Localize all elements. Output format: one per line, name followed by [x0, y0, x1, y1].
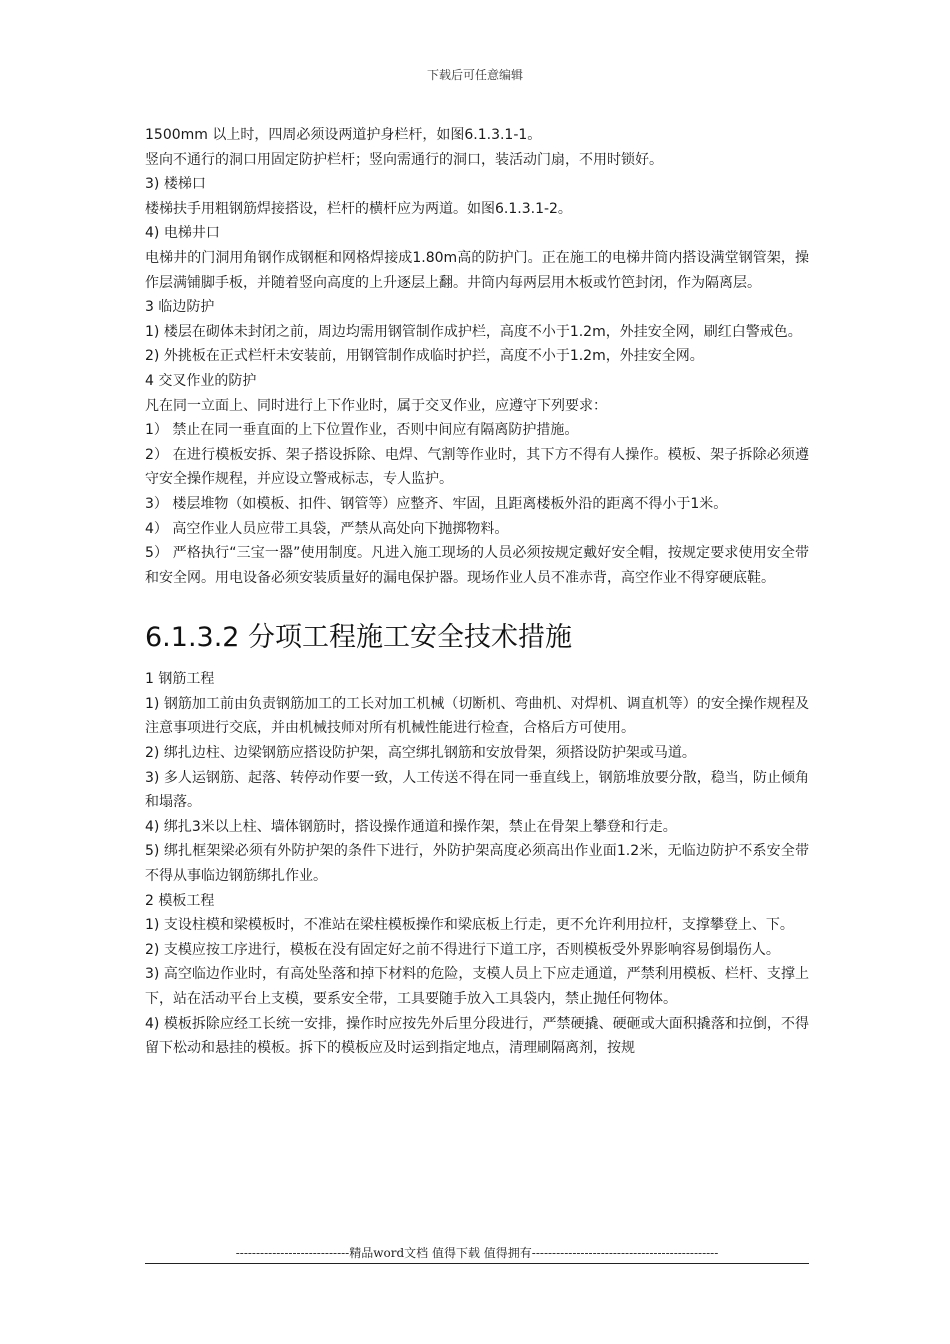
paragraph: 3) 多人运钢筋、起落、转停动作要一致，人工传送不得在同一垂直线上，钢筋堆放要分散，稳当，防止倾角和塌落。	[145, 769, 809, 811]
footer-rule	[145, 1263, 809, 1264]
list-item: 4） 高空作业人员应带工具袋，严禁从高处向下抛掷物料。	[145, 520, 509, 537]
subheading-rebar: 1 钢筋工程	[145, 671, 215, 688]
subheading-edge-protection: 3 临边防护	[145, 299, 215, 316]
paragraph: 1) 支设柱模和梁模板时，不准站在梁柱模板操作和梁底板上行走，更不允许利用拉杆，支撑攀登上、下。	[145, 917, 794, 934]
top-section	[145, 123, 809, 590]
subheading-elevator-shaft: 4) 电梯井口	[145, 225, 220, 242]
footer-text: ----------------------------精品word文档 值得下载 值得拥有----------------------------------------------	[235, 1246, 719, 1260]
subheading-stairwell: 3) 楼梯口	[145, 176, 206, 193]
page-header: 下载后可任意编辑	[426, 68, 523, 82]
paragraph: 竖向不通行的洞口用固定防护栏杆；竖向需通行的洞口，装活动门扇，不用时锁好。	[145, 151, 663, 168]
paragraph: 3) 高空临边作业时，有高处坠落和掉下材料的危险，支模人员上下应走通道，严禁利用模板、栏杆、支撑上下，站在活动平台上支模，要系安全带，工具要随手放入工具袋内，禁止抛任何物体。	[145, 966, 809, 1007]
section-heading: 6.1.3.2 分项工程施工安全技术措施	[145, 622, 573, 654]
paragraph: 凡在同一立面上、同时进行上下作业时，属于交叉作业，应遵守下列要求：	[145, 397, 607, 414]
subheading-formwork: 2 模板工程	[145, 892, 215, 909]
page-footer	[145, 1245, 809, 1264]
paragraph: 楼梯扶手用粗钢筋焊接搭设，栏杆的横杆应为两道。如图6.1.3.1-2。	[145, 200, 572, 217]
paragraph: 5) 绑扎框架梁必须有外防护架的条件下进行，外防护架高度必须高出作业面1.2米，无临边防护不系安全带不得从事临边钢筋绑扎作业。	[145, 843, 809, 885]
list-item: 1） 禁止在同一垂直面的上下位置作业，否则中间应有隔离防护措施。	[145, 422, 579, 439]
paragraph: 2) 绑扎边柱、边梁钢筋应搭设防护架，高空绑扎钢筋和安放骨架，须搭设防护架或马道。	[145, 745, 696, 762]
list-item: 5） 严格执行“三宝一器”使用制度。凡进入施工现场的人员必须按规定戴好安全帽，按规定要求使用安全带和安全网。用电设备必须安装质量好的漏电保护器。现场作业人员不准赤背，高空作业不得穿硬底鞋。	[145, 545, 809, 586]
document-body	[145, 123, 809, 1061]
paragraph: 2) 支模应按工序进行，模板在没有固定好之前不得进行下道工序，否则模板受外界影响容易倒塌伤人。	[145, 941, 780, 958]
paragraph: 2) 外挑板在正式栏杆未安装前，用钢管制作成临时护拦，高度不小于1.2m，外挂安全网。	[145, 348, 704, 365]
paragraph: 4) 模板拆除应经工长统一安排，操作时应按先外后里分段进行，严禁硬撬、硬砸或大面积撬落和拉倒，不得留下松动和悬挂的模板。拆下的模板应及时运到指定地点，清理刷隔离剂，按规	[145, 1015, 809, 1057]
paragraph: 4) 绑扎3米以上柱、墙体钢筋时，搭设操作通道和操作架，禁止在骨架上攀登和行走。	[145, 818, 677, 835]
paragraph: 电梯井的门洞用角钢作成钢框和网格焊接成1.80m高的防护门。正在施工的电梯井筒内搭设满堂钢管架，操作层满铺脚手板，并随着竖向高度的上升逐层上翻。井筒内每两层用木板或竹笆封闭，作为隔离层。	[145, 249, 809, 291]
list-item: 3） 楼层堆物（如模板、扣件、钢管等）应整齐、牢固，且距离楼板外沿的距离不得小于1米。	[145, 495, 728, 512]
paragraph: 1500mm 以上时，四周必须设两道护身栏杆，如图6.1.3.1-1。	[145, 127, 542, 143]
paragraph: 1) 钢筋加工前由负责钢筋加工的工长对加工机械（切断机、弯曲机、对焊机、调直机等）的安全操作规程及注意事项进行交底，并由机械技师对所有机械性能进行检查，合格后方可使用。	[145, 695, 809, 737]
subheading-cross-work: 4 交叉作业的防护	[145, 372, 257, 389]
bottom-section	[145, 667, 809, 1061]
paragraph: 1) 楼层在砌体未封闭之前，周边均需用钢管制作成护栏，高度不小于1.2m，外挂安全网，刷红白警戒色。	[145, 323, 802, 340]
list-item: 2） 在进行模板安拆、架子搭设拆除、电焊、气割等作业时，其下方不得有人操作。模板、架子拆除必须遵守安全操作规程，并应设立警戒标志，专人监护。	[145, 446, 809, 488]
